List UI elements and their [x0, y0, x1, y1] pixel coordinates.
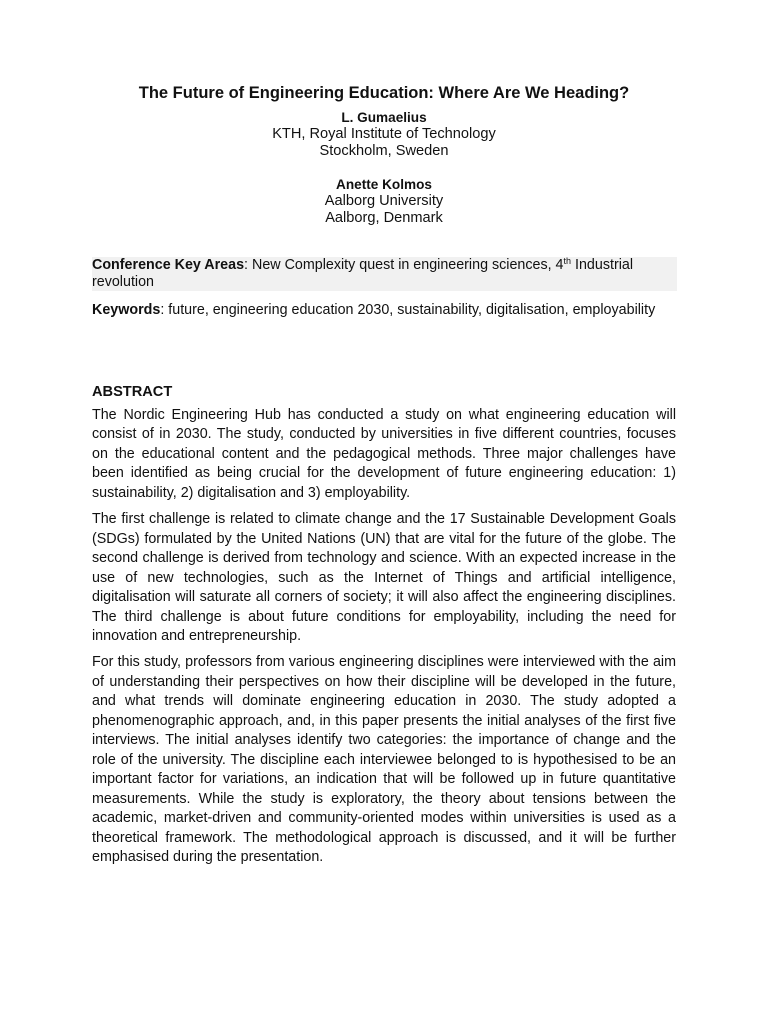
author-name: L. Gumaelius [341, 110, 427, 125]
key-areas-text-after: Industrial revolution [92, 257, 634, 290]
keywords-label: Keywords [92, 302, 161, 318]
author-name: Anette Kolmos [336, 177, 432, 192]
key-areas-superscript: th [563, 256, 572, 266]
abstract-paragraph: The Nordic Engineering Hub has conducted a study on what engineering education will consist of in 2030. The study, conducted by universities in five different countries, focuses on the educational content and the pedagogical methods. Three major challenges have been identified as being crucial for the development of future engineering education: 1) sustainability, 2) digitalisation and 3) employability. [92, 407, 676, 501]
author-location: Aalborg, Denmark [325, 210, 443, 226]
author-location: Stockholm, Sweden [319, 143, 449, 159]
abstract-paragraph: The first challenge is related to climate change and the 17 Sustainable Development Goals (SDGs) formulated by the United Nations (UN) that are vital for the future of the globe. The second challenge is derived from technology and science. With an expected increase in the use of new technologies, such as the Internet of Things and artificial intelligence, digitalisation will saturate all corners of society; it will also affect the engineering disciplines. The third challenge is about future conditions for employability, including the need for innovation and entrepreneurship. [92, 511, 676, 644]
author-affiliation: KTH, Royal Institute of Technology [272, 126, 496, 142]
abstract-heading: ABSTRACT [92, 384, 173, 400]
author-block-2 [0, 176, 768, 227]
abstract-paragraph: For this study, professors from various engineering disciplines were interviewed with the aim of understanding their perspectives on how their discipline will be developed in the future, and what trends will dominate engineering education in 2030. The study adopted a phenomenographic approach, and, in this paper presents the initial analyses of the first five interviews. The initial analyses identify two categories: the importance of change and the role of the university. The discipline each interviewee belonged to is hypothesised to be an important factor for variations, an indication that will be followed up in future quantitative measurements. While the study is exploratory, the theory about tensions between the academic, market-driven and community-oriented modes within universities is used as a theoretical framework. The methodological approach is discussed, and it will be further emphasised during the presentation. [92, 654, 676, 865]
paper-title: The Future of Engineering Education: Where Are We Heading? [138, 84, 630, 102]
key-areas-text: : New Complexity quest in engineering sciences, 4 [244, 257, 564, 273]
keywords-text: : future, engineering education 2030, sustainability, digitalisation, employability [160, 302, 656, 318]
keywords [92, 300, 677, 320]
conference-key-areas [92, 257, 677, 291]
author-block-1 [0, 109, 768, 160]
author-affiliation: Aalborg University [324, 193, 444, 209]
abstract-body [92, 406, 676, 874]
key-areas-label: Conference Key Areas [92, 257, 245, 273]
